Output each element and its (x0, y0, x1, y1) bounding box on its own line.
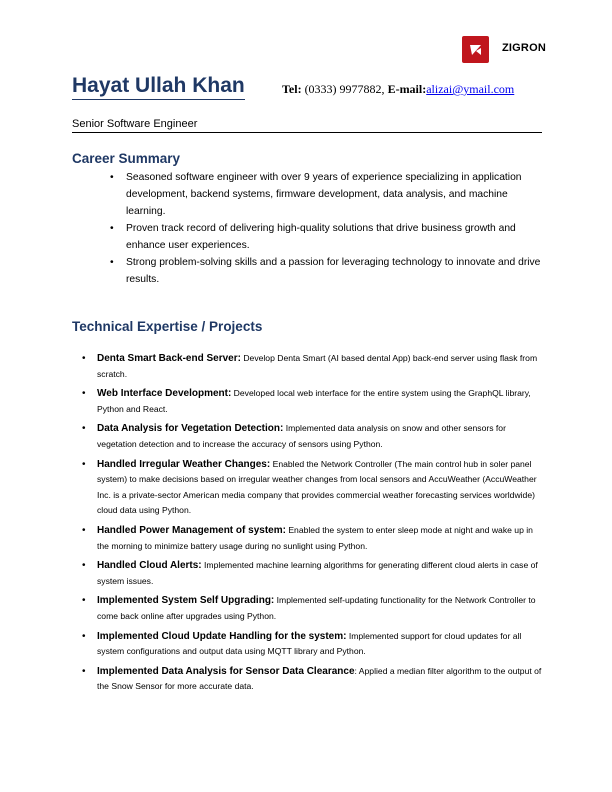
project-desc: Enabled the Network Controller (The main control hub in soler panel system) to make decisions based on irregular weather changes from local sensors and AccuWeather (AccuWeather Inc. is a private-sector American media company that provides commercial weather forecasting services worldwide) cloud data using Python. (97, 458, 537, 516)
project-desc: Enabled the system to enter sleep mode at night and wake up in the morning to minimize battery usage during no sunlight using Python. (97, 524, 533, 551)
tel-label: Tel: (282, 82, 302, 96)
list-item (82, 523, 542, 554)
list-item (82, 629, 542, 660)
company-logo-text: ZIGRON (502, 42, 546, 54)
list-item (82, 351, 542, 382)
list-item: • Proven track record of delivering high-quality solutions that drive business growth and enhance user experiences. (72, 220, 542, 254)
project-desc: Implemented support for cloud updates for all system configurations and output data using MQTT library and Python. (97, 630, 522, 657)
candidate-name: Hayat Ullah Khan (72, 74, 245, 100)
list-item (82, 558, 542, 589)
project-desc: Implemented self-updating functionality for the Network Controller to come back online after upgrades using Python. (97, 595, 536, 621)
project-desc: Implemented machine learning algorithms for generating different cloud alerts in case of system issues. (97, 560, 538, 586)
project-title: Implemented System Self Upgrading: (97, 595, 275, 607)
list-item (82, 386, 542, 417)
projects-list (82, 351, 542, 699)
list-item (82, 593, 542, 624)
email-link[interactable]: alizai@ymail.com (426, 82, 515, 96)
project-title: Implemented Cloud Update Handling for the system: (97, 630, 347, 642)
project-title: Handled Cloud Alerts: (97, 560, 202, 572)
project-desc: Implemented data analysis on snow and other sensors for vegetation detection and to increase the accuracy of sensors using Python. (97, 423, 506, 449)
zigron-logo-icon (462, 36, 489, 63)
project-title: Implemented Data Analysis for Sensor Data Clearance (97, 665, 355, 677)
technical-expertise-heading: Technical Expertise / Projects (72, 319, 263, 334)
project-desc: Developed local web interface for the entire system using the GraphQL library, Python and React. (97, 388, 531, 414)
tel-value: (0333) 9977882, (304, 82, 385, 96)
project-desc: : Applied a median filter algorithm to the output of the Snow Sensor for more accurate data. (97, 665, 542, 692)
project-title: Handled Power Management of system: (97, 524, 286, 536)
email-label: E-mail: (387, 82, 427, 96)
career-summary-list (72, 169, 542, 288)
project-title: Data Analysis for Vegetation Detection: (97, 423, 284, 435)
project-title: Web Interface Development: (97, 388, 232, 400)
project-desc: Develop Denta Smart (AI based dental App) back-end server using flask from scratch. (97, 353, 538, 379)
project-title: Handled Irregular Weather Changes: (97, 458, 271, 470)
career-summary-heading: Career Summary (72, 151, 181, 166)
list-item (82, 664, 542, 695)
list-item (82, 457, 542, 519)
job-title: Senior Software Engineer (72, 118, 542, 133)
contact-info (282, 82, 514, 97)
project-title: Denta Smart Back-end Server: (97, 353, 241, 364)
list-item: • Seasoned software engineer with over 9 years of experience specializing in application development, backend systems, firmware development, data analysis, and machine learning. (72, 169, 542, 220)
list-item (82, 421, 542, 452)
list-item: • Strong problem-solving skills and a passion for leveraging technology to innovate and drive results. (72, 254, 542, 288)
